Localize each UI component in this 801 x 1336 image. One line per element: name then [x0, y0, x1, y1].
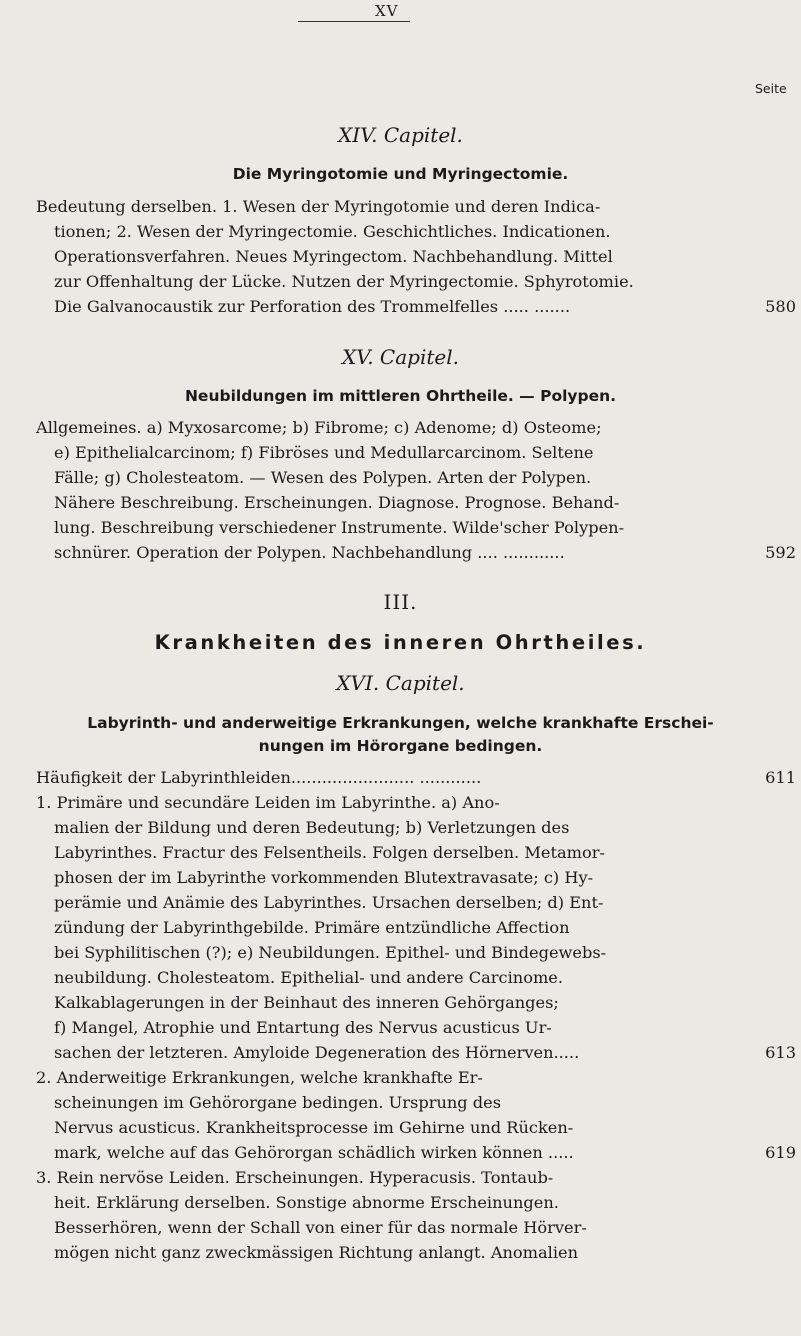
ch16-line: Häufigkeit der Labyrinthleiden........................ ............ — [36, 768, 482, 787]
ch16-line: 1. Primäre und secundäre Leiden im Labyrinthe. a) Ano- — [36, 793, 500, 812]
ch14-line: zur Offenhaltung der Lücke. Nutzen der Myringectomie. Sphyrotomie. — [54, 272, 634, 291]
ch16-line: phosen der im Labyrinthe vorkommenden Blutextravasate; c) Hy- — [54, 868, 594, 887]
ch16-line: 3. Rein nervöse Leiden. Erscheinungen. Hyperacusis. Tontaub- — [36, 1168, 554, 1187]
ch15-line: schnürer. Operation der Polypen. Nachbehandlung .... ............ — [54, 543, 565, 562]
ch15-line: e) Epithelialcarcinom; f) Fibröses und Medullarcarcinom. Seltene — [54, 443, 594, 462]
seite-label: Seite — [755, 81, 787, 96]
ch14-line: Operationsverfahren. Neues Myringectom. Nachbehandlung. Mittel — [54, 247, 613, 266]
ch16-line: mögen nicht ganz zweckmässigen Richtung anlangt. Anomalien — [54, 1243, 579, 1262]
ch14-line: Die Galvanocaustik zur Perforation des Trommelfelles ..... ....... — [54, 297, 571, 316]
ch16-line: sachen der letzteren. Amyloide Degeneration des Hörnerven..... — [54, 1043, 580, 1062]
ch16-line: heit. Erklärung derselben. Sonstige abnorme Erscheinungen. — [54, 1193, 559, 1212]
ch16-line: malien der Bildung und deren Bedeutung; b) Verletzungen des — [54, 818, 570, 837]
page-folio: XV — [375, 2, 399, 20]
ch16-line: Besserhören, wenn der Schall von einer für das normale Hörver- — [54, 1218, 587, 1237]
ch16-line: f) Mangel, Atrophie und Entartung des Nervus acusticus Ur- — [54, 1018, 552, 1037]
ch15-line: Fälle; g) Cholesteatom. — Wesen des Polypen. Arten der Polypen. — [54, 468, 592, 487]
chapter-14-title: XIV. Capitel. — [338, 123, 463, 147]
chapter-16-title: XVI. Capitel. — [336, 671, 465, 695]
chapter-15-title: XV. Capitel. — [342, 345, 459, 369]
ch16-line: zündung der Labyrinthgebilde. Primäre entzündliche Affection — [54, 918, 570, 937]
part-numeral: III. — [383, 590, 418, 614]
ch16-line: Labyrinthes. Fractur des Felsentheils. Folgen derselben. Metamor- — [54, 843, 605, 862]
ch16-line: Nervus acusticus. Krankheitsprocesse im Gehirne und Rücken- — [54, 1118, 574, 1137]
ch15-line: Allgemeines. a) Myxosarcome; b) Fibrome; c) Adenome; d) Osteome; — [36, 418, 602, 437]
ch15-line: Nähere Beschreibung. Erscheinungen. Diagnose. Prognose. Behand- — [54, 493, 620, 512]
part-title: Krankheiten des inneren Ohrtheiles. — [154, 631, 647, 654]
chapter-16-heading-line-2: nungen im Hörorgane bedingen. — [258, 737, 543, 755]
chapter-15-heading: Neubildungen im mittleren Ohrtheile. — Polypen. — [184, 387, 617, 405]
ch16-line: perämie und Anämie des Labyrinthes. Ursachen derselben; d) Ent- — [54, 893, 604, 912]
ch16-line: mark, welche auf das Gehörorgan schädlich wirken können ..... — [54, 1143, 574, 1162]
ch16-line: neubildung. Cholesteatom. Epithelial- und andere Carcinome. — [54, 968, 564, 987]
ch16-line: scheinungen im Gehörorgane bedingen. Ursprung des — [54, 1093, 502, 1112]
ch15-line: lung. Beschreibung verschiedener Instrumente. Wilde'scher Polypen- — [54, 518, 625, 537]
chapter-14-heading: Die Myringotomie und Myringectomie. — [232, 165, 569, 183]
ch16-line: 2. Anderweitige Erkrankungen, welche krankhafte Er- — [36, 1068, 483, 1087]
ch16-line: bei Syphilitischen (?); e) Neubildungen. Epithel- und Bindegewebs- — [54, 943, 607, 962]
chapter-16-heading-line-1: Labyrinth- und anderweitige Erkrankungen, welche krankhafte Erschei- — [87, 714, 714, 732]
folio-rule — [298, 21, 410, 22]
ch14-line: tionen; 2. Wesen der Myringectomie. Geschichtliches. Indicationen. — [54, 222, 611, 241]
ch16-line: Kalkablagerungen in der Beinhaut des inneren Gehörganges; — [54, 993, 559, 1012]
page: XV Seite XIV. Capitel. Die Myringotomie und Myringectomie. Bedeutung derselben. 1. Wesen der Myringotomie und deren Indica- tionen; 2. Wesen der Myringectomie. Geschichtliches. Indicationen. Operationsverfahren. Neues Myringectom. Nachbehandlung. Mittel zur Offenhaltung der Lücke. Nutzen der Myringectomie. Sphyrotomie. Die Galvanocaustik zur Perforation des Trommelfelles ..... ....... 580 XV. Capitel. Neubildungen im mittleren Ohrtheile. — Polypen. Allgemeines. a) Myxosarcome; b) Fibrome; c) Adenome; d) Osteome; e) Epithelialcarcinom; f) Fibröses und Medullarcarcinom. Seltene Fälle; g) Cholesteatom. — Wesen des Polypen. Arten der Polypen. Nähere Beschreibung. Erscheinungen. Diagnose. Prognose. Behand- lung. Beschreibung verschiedener Instrumente. Wilde'scher Polypen- schnürer. Operation der Polypen. Nachbehandlung .... ............ 592 III. Krankheiten des inneren Ohrtheiles. XVI. Capitel. Labyrinth- und anderweitige Erkrankungen, welche krankhafte Erschei- nungen im Hörorgane bedingen. Häufigkeit der Labyrinthleiden........................ ............ 611 1. Primäre und secundäre Leiden im Labyrinthe. a) Ano- malien der Bildung und deren Bedeutung; b) Verletzungen des Labyrinthes. Fractur des Felsentheils. Folgen derselben. Metamor- phosen der im Labyrinthe vorkommenden Blutextravasate; c) Hy- perämie und Anämie des Labyrinthes. Ursachen derselben; d) Ent- zündung der Labyrinthgebilde. Primäre entzündliche Affection bei Syphilitischen (?); e) Neubildungen. Epithel- und Bindegewebs- neubildung. Cholesteatom. Epithelial- und andere Carcinome. Kalkablagerungen in der Beinhaut des inneren Gehörganges; f) Mangel, Atrophie und Entartung des Nervus acusticus Ur- sachen der letzteren. Amyloide Degeneration des Hörnerven..... 613 2. Anderweitige Erkrankungen, welche krankhafte Er- scheinungen im Gehörorgane bedingen. Ursprung des Nervus acusticus. Krankheitsprocesse im Gehirne und Rücken- mark, welche auf das Gehörorgan schädlich wirken können ..... 619 3. Rein nervöse Leiden. Erscheinungen. Hyperacusis. Tontaub- heit. Erklärung derselben. Sonstige abnorme Erscheinungen. Besserhören, wenn der Schall von einer für das normale Hörver- mögen nicht ganz zweckmässigen Richtung anlangt. Anomalien — [0, 0, 801, 1336]
ch14-line: Bedeutung derselben. 1. Wesen der Myringotomie und deren Indica- — [36, 197, 601, 216]
